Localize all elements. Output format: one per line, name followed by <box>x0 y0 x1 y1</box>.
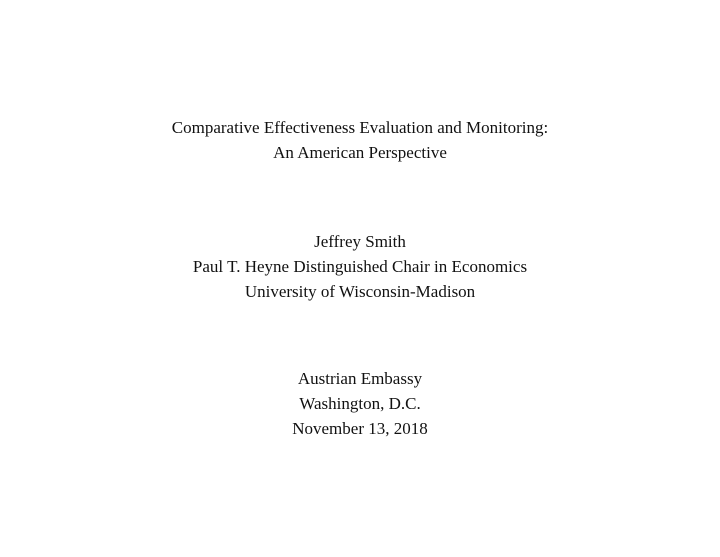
event-info <box>0 366 720 441</box>
author-name: Jeffrey Smith <box>314 232 406 251</box>
presentation-title <box>0 115 720 165</box>
title-line-2: An American Perspective <box>273 143 447 162</box>
author-info <box>0 229 720 304</box>
event-venue: Austrian Embassy <box>297 369 423 388</box>
event-date: November 13, 2018 <box>292 419 428 438</box>
event-location: Washington, D.C. <box>299 394 421 413</box>
title-line-1: Comparative Effectiveness Evaluation and Monitoring: <box>171 118 549 137</box>
author-position: Paul T. Heyne Distinguished Chair in Economics <box>192 257 528 276</box>
author-affiliation: University of Wisconsin-Madison <box>244 282 476 301</box>
